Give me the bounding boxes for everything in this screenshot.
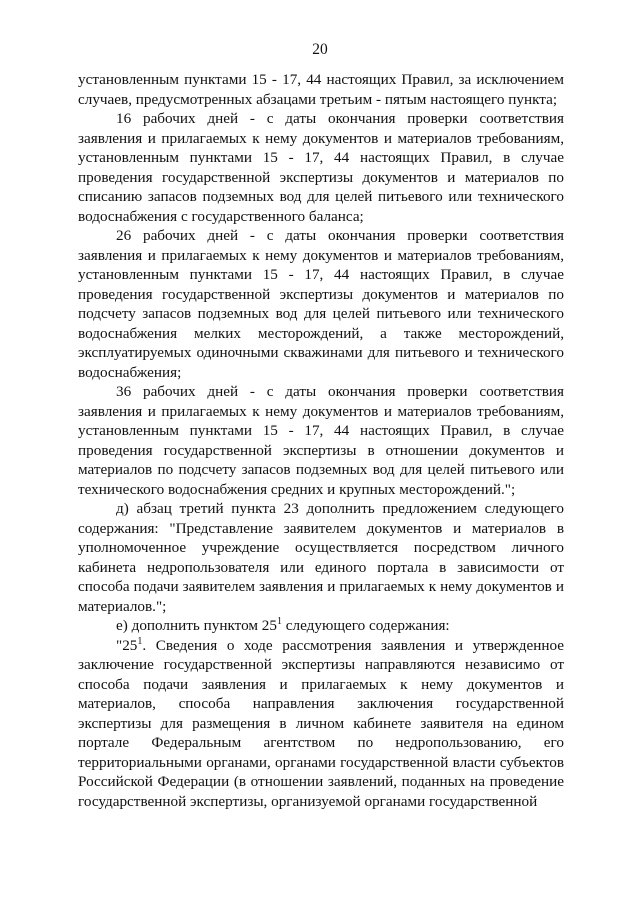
paragraph-26-days: 26 рабочих дней - с даты окончания проверки соответствия заявления и прилагаемых к нему документов и материалов требованиям, установленным пунктами 15 - 17, 44 настоящих Правил, в случае проведения государственной экспертизы документов и материалов по подсчету запасов подземных вод для целей питьевого или технического водоснабжения мелких месторождений, а также месторождений, эксплуатируемых одиночными скважинами для питьевого и технического водоснабжения;	[78, 227, 564, 381]
document-body	[78, 70, 564, 811]
paragraph-36-days: 36 рабочих дней - с даты окончания проверки соответствия заявления и прилагаемых к нему документов и материалов требованиям, установленным пунктами 15 - 17, 44 настоящих Правил, в случае проведения государственной экспертизы в отношении документов и материалов по подсчету запасов подземных вод для целей питьевого или технического водоснабжения средних и крупных месторождений.";	[78, 383, 564, 498]
paragraph-point-25-1-number: "25	[116, 636, 138, 654]
paragraph-point-25-1	[78, 636, 564, 812]
superscript: 1	[137, 635, 143, 647]
paragraph-point-25-1-text: . Сведения о ходе рассмотрения заявления и утвержденное заключение государственной экспертизы направляются независимо от способа подачи заявления и прилагаемых к нему документов и материалов, способа направления заключения государственной экспертизы для размещения в личном кабинете заявителя на едином портале Федеральным агентством по недропользованию, его территориальными органами, органами государственной власти субъектов Российской Федерации (в отношении заявлений, поданных на проведение государственной экспертизы, организуемой органами государственной	[78, 636, 564, 810]
paragraph-continuation: установленным пунктами 15 - 17, 44 настоящих Правил, за исключением случаев, предусмотренных абзацами третьим - пятым настоящего пункта;	[78, 71, 564, 108]
page-number: 20	[312, 41, 328, 58]
paragraph-item-e-text: е) дополнить пунктом 25	[116, 617, 277, 634]
superscript: 1	[277, 616, 282, 627]
paragraph-item-e-text-end: следующего содержания:	[282, 617, 450, 634]
paragraph-16-days: 16 рабочих дней - с даты окончания проверки соответствия заявления и прилагаемых к нему документов и материалов требованиям, установленным пунктами 15 - 17, 44 настоящих Правил, в случае проведения государственной экспертизы документов и материалов по списанию запасов подземных вод для целей питьевого или технического водоснабжения с государственного баланса;	[78, 110, 564, 225]
paragraph-item-d: д) абзац третий пункта 23 дополнить предложением следующего содержания: "Представление заявителем документов и материалов в уполномоченное учреждение осуществляется посредством личного кабинета недропользователя или единого портала в зависимости от способа подачи заявителем заявления и прилагаемых к нему документов и материалов.";	[78, 500, 564, 615]
paragraph-item-e	[78, 616, 564, 636]
